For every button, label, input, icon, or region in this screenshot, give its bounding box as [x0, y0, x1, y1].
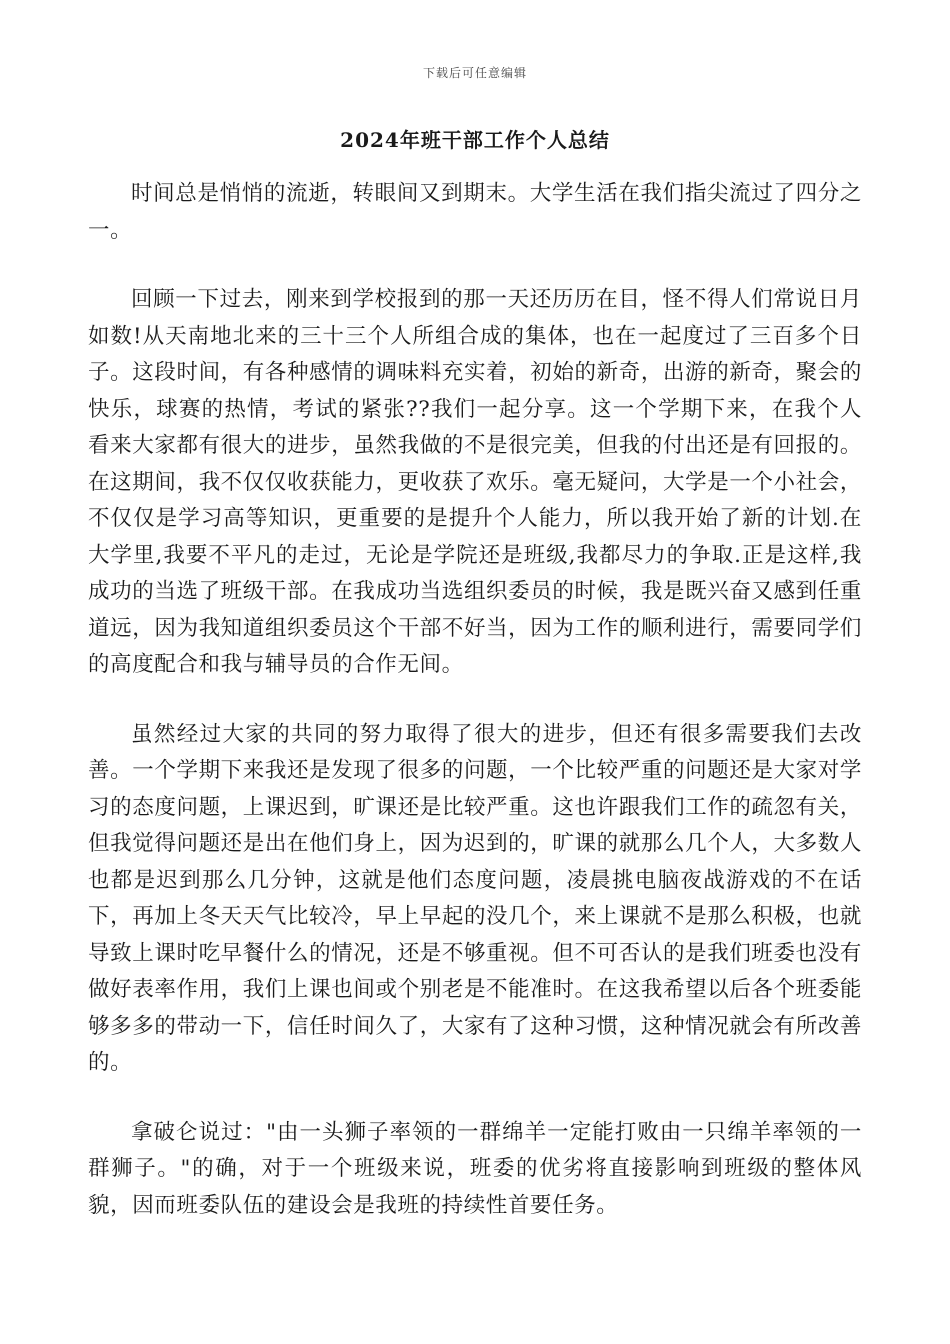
paragraph-4: 拿破仑说过："由一头狮子率领的一群绵羊一定能打败由一只绵羊率领的一群狮子。"的确，对于一个班级来说，班委的优劣将直接影响到班级的整体风貌，因而班委队伍的建设会是我班的持续性首要任务。 [88, 1119, 862, 1218]
paragraph-1: 时间总是悄悄的流逝，转眼间又到期末。大学生活在我们指尖流过了四分之一。 [88, 181, 862, 243]
document-title: 2024年班干部工作个人总结 [340, 128, 610, 152]
document-body [88, 176, 862, 1257]
paragraph-2: 回顾一下过去，刚来到学校报到的那一天还历历在目，怪不得人们常说日月如数!从天南地北来的三十三个人所组合成的集体，也在一起度过了三百多个日子。这段时间，有各种感情的调味料充实着，初始的新奇，出游的新奇，聚会的快乐，球赛的热情，考试的紧张??我们一起分享。这一个学期下来，在我个人看来大家都有很大的进步，虽然我做的不是很完美，但我的付出还是有回报的。在这期间，我不仅仅收获能力，更收获了欢乐。毫无疑问，大学是一个小社会，不仅仅是学习高等知识，更重要的是提升个人能力，所以我开始了新的计划.在大学里,我要不平凡的走过，无论是学院还是班级,我都尽力的争取.正是这样,我成功的当选了班级干部。在我成功当选组织委员的时候，我是既兴奋又感到任重道远，因为我知道组织委员这个干部不好当，因为工作的顺利进行，需要同学们的高度配合和我与辅导员的合作无间。 [88, 287, 862, 677]
header-note: 下载后可任意编辑 [422, 66, 527, 80]
paragraph-3: 虽然经过大家的共同的努力取得了很大的进步，但还有很多需要我们去改善。一个学期下来我还是发现了很多的问题，一个比较严重的问题还是大家对学习的态度问题，上课迟到，旷课还是比较严重。这也许跟我们工作的疏忽有关，但我觉得问题还是出在他们身上，因为迟到的，旷课的就那么几个人，大多数人也都是迟到那么几分钟，这就是他们态度问题，凌晨挑电脑夜战游戏的不在话下，再加上冬天天气比较冷，早上早起的没几个，来上课就不是那么积极，也就导致上课时吃早餐什么的情况，还是不够重视。但不可否认的是我们班委也没有做好表率作用，我们上课也间或个别老是不能准时。在这我希望以后各个班委能够多多的带动一下，信任时间久了，大家有了这种习惯，这种情况就会有所改善的。 [88, 721, 862, 1075]
